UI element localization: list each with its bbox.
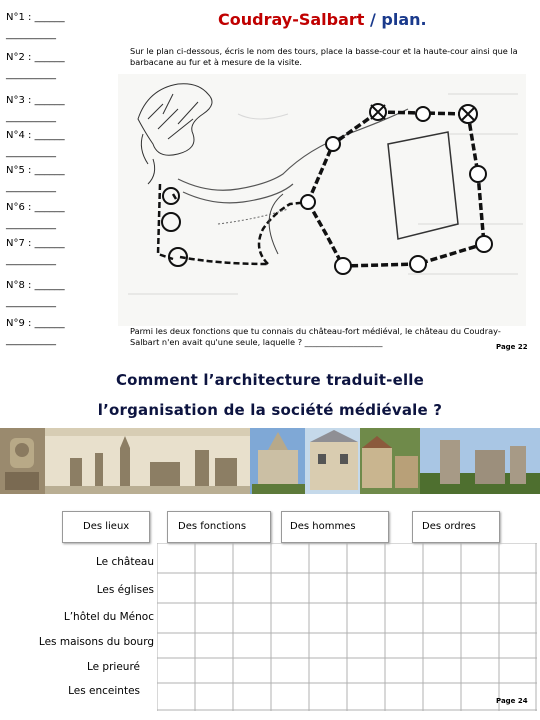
- row-label-churches: Les églises: [96, 584, 154, 596]
- blank-9: N°9 : ______ __________: [6, 318, 65, 346]
- blank-3: N°3 : ______ __________: [6, 95, 65, 123]
- row-label-walls: Les enceintes: [68, 685, 140, 697]
- blank-8: N°8 : ______ __________: [6, 280, 65, 308]
- blank-4: N°4 : ______ __________: [6, 130, 65, 158]
- blank-2: N°2 : ______ __________: [6, 52, 65, 80]
- page-title: [218, 10, 427, 29]
- row-label-castle: Le château: [96, 556, 154, 568]
- title-suffix: / plan.: [364, 10, 427, 29]
- mansion-photo: [305, 428, 360, 494]
- column-header-orders: Des ordres: [422, 521, 476, 532]
- question-text: Parmi les deux fonctions que tu connais du château-fort médiéval, le château du Coudray-Salbart n'en avait qu'une seule, laquelle ? ___________________: [130, 326, 501, 347]
- section-heading-line2: l’organisation de la société médiévale ?: [97, 401, 443, 419]
- blank-1: N°1 : ______ __________: [6, 12, 65, 40]
- column-header-people: Des hommes: [290, 521, 356, 532]
- row-label-houses: Les maisons du bourg: [38, 636, 154, 648]
- castle-plan-drawing: [118, 74, 526, 326]
- section-heading-line1: Comment l’architecture traduit-elle: [115, 371, 425, 389]
- village-houses-photo: [360, 428, 420, 494]
- column-header-functions: Des fonctions: [178, 521, 247, 532]
- page-number-22: Page 22: [496, 343, 528, 351]
- blank-7: N°7 : ______ __________: [6, 238, 65, 266]
- answer-grid: [157, 543, 537, 711]
- blank-6: N°6 : ______ __________: [6, 202, 65, 230]
- photo-strip: [0, 428, 540, 494]
- church-photo: [250, 428, 305, 494]
- castle-ruins-photo: [420, 428, 540, 494]
- row-label-priory: Le prieuré: [86, 661, 140, 673]
- page-number-24: Page 24: [496, 697, 528, 705]
- title-castle-name: Coudray-Salbart: [218, 10, 365, 29]
- carved-stone-photo: [0, 428, 45, 494]
- town-engraving-image: [45, 428, 250, 494]
- blank-5: N°5 : ______ __________: [6, 165, 65, 193]
- column-header-places: Des lieux: [83, 521, 130, 532]
- instruction-text: Sur le plan ci-dessous, écris le nom des tours, place la basse-cour et la haute-cour ainsi que la barbacane au fur et à mesure de la visite.: [130, 46, 518, 67]
- row-label-hotel: L’hôtel du Ménoc: [63, 611, 154, 623]
